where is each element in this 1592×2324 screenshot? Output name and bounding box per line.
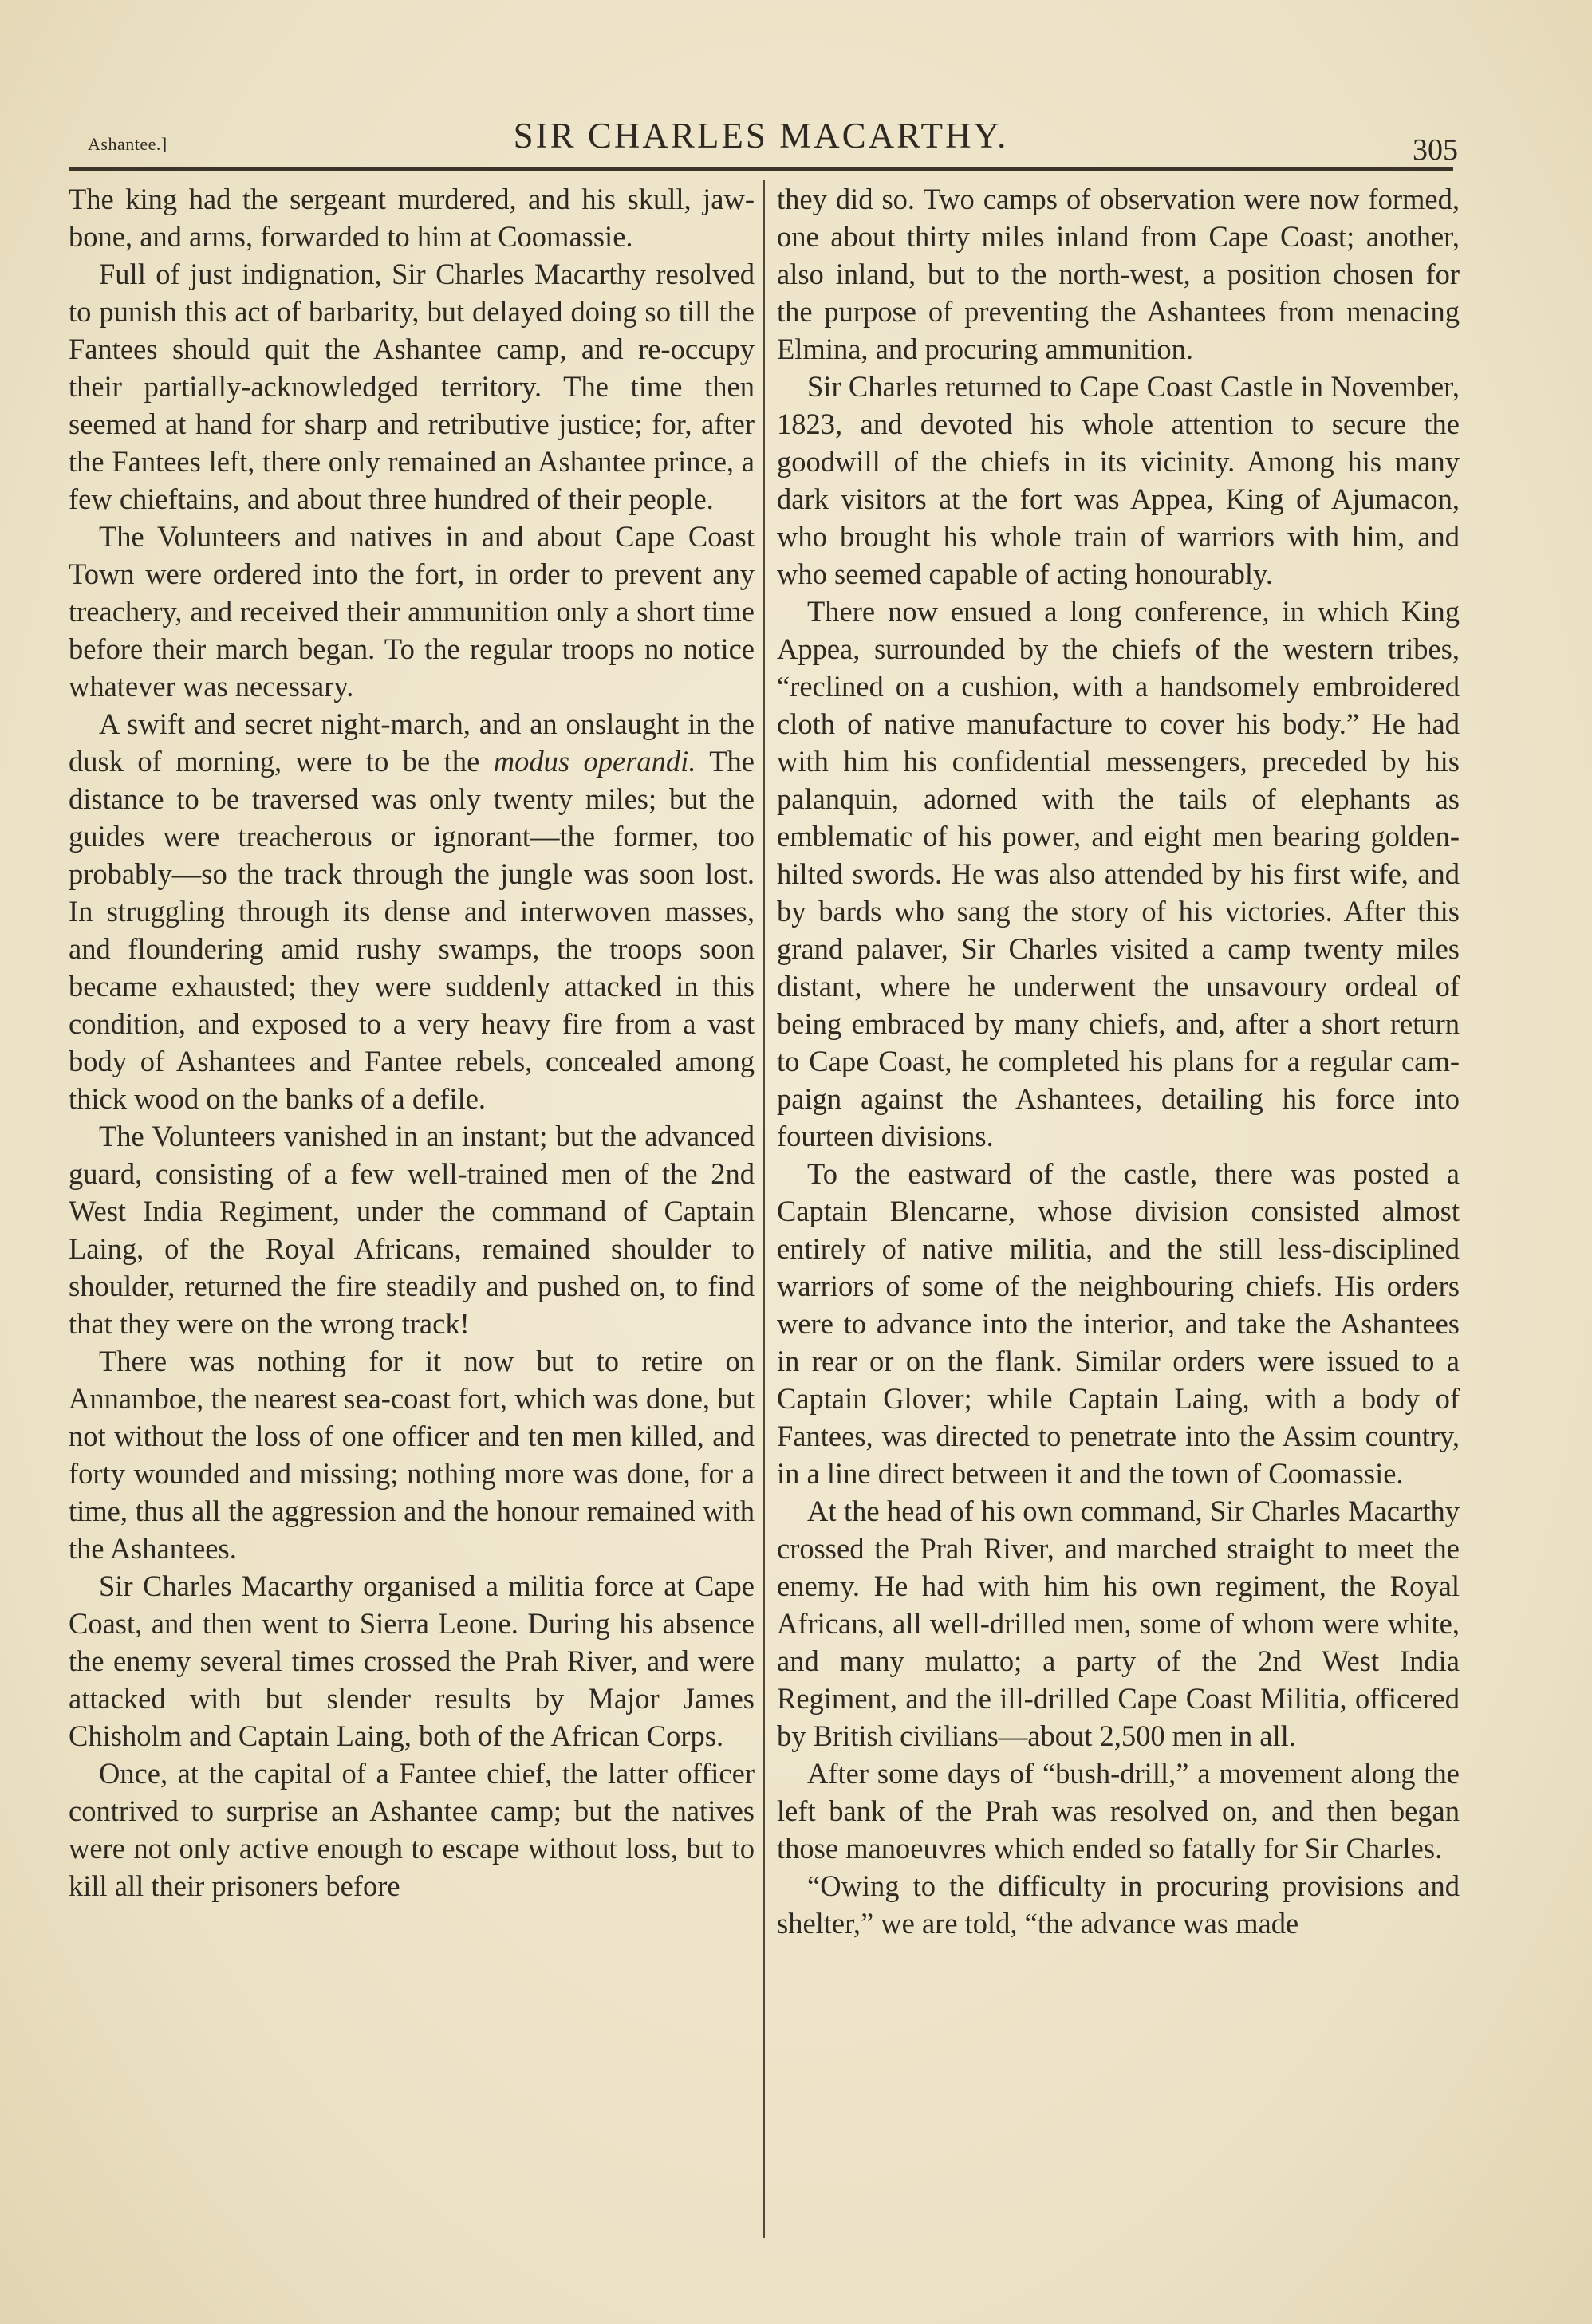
paragraph-text: The distance to be traversed was only twenty miles; but the guides were treacherous or ignorant—the former, too probably—so the track through the jungle was soon lost. In struggling through its dense and interwoven masses, and floundering amid rushy swamps, the troops soon became exhausted; they were suddenly attacked in this condition, and exposed to a very heavy fire from a vast body of Ashantees and Fantee rebels, concealed among thick wood on the banks of a defile. <box>69 745 755 1115</box>
page-header <box>69 112 1458 167</box>
header-rule <box>69 167 1453 171</box>
italic-phrase: modus operandi. <box>493 745 696 778</box>
right-column <box>777 180 1460 2254</box>
section-label: Ashantee.] <box>88 134 167 154</box>
paragraph: At the head of his own command, Sir Charles Macarthy crossed the Prah River, and marched straight to meet the enemy. He had with him his own regiment, the Royal Africans, all well-drilled men, some of whom were white, and many mulatto; a party of the 2nd West India Regiment, and the ill-drilled Cape Coast Militia, officered by British civilians—about 2,500 men in all. <box>777 1495 1460 1752</box>
paragraph: Once, at the capital of a Fantee chief, the latter officer contrived to surprise an Ashantee camp; but the natives were not only active enough to escape without loss, but to kill all their prisoners before <box>69 1757 755 1902</box>
paragraph <box>69 705 755 1117</box>
page-number: 305 <box>1413 133 1458 167</box>
paragraph: they did so. Two camps of observation were now formed, one about thirty miles inland from Cape Coast; another, also inland, but to the north-west, a position chosen for the purpose of preventing the Ashantees from menacing Elmina, and procuring ammunition. <box>777 183 1460 365</box>
paragraph: The king had the sergeant murdered, and his skull, jaw-bone, and arms, forwarded to him at Coomassie. <box>69 183 755 253</box>
left-column <box>69 180 755 2254</box>
paragraph: Full of just indignation, Sir Charles Macarthy resolved to punish this act of barbarity, but delayed doing so till the Fantees should quit the Ashantee camp, and re-occupy their partially-acknowledged territory. The time then seemed at hand for sharp and retributive justice; for, after the Fantees left, there only remained an Ashantee prince, a few chieftains, and about three hundred of their people. <box>69 258 755 515</box>
paragraph: Sir Charles Macarthy organised a militia force at Cape Coast, and then went to Sierra Leone. During his absence the enemy several times crossed the Prah River, and were attacked with but slender results by Major James Chisholm and Captain Laing, both of the African Corps. <box>69 1570 755 1752</box>
paragraph: The Volunteers and natives in and about Cape Coast Town were ordered into the fort, in order to prevent any treachery, and received their ammunition only a short time before their march began. To the regular troops no notice whatever was necessary. <box>69 520 755 703</box>
paragraph-text: A swift and secret night-march, and an onslaught in the dusk of morning, were to be the <box>69 707 755 778</box>
paragraph: The Volunteers vanished in an instant; but the advanced guard, consisting of a few well-trained men of the 2nd West India Regiment, under the command of Captain Laing, of the Royal Africans, remained shoulder to shoulder, returned the fire steadily and pushed on, to find that they were on the wrong track! <box>69 1120 755 1340</box>
paragraph: After some days of “bush-drill,” a movement along the left bank of the Prah was resolved on, and then began those manoeuvres which ended so fatally for Sir Charles. <box>777 1757 1460 1865</box>
running-title: SIR CHARLES MACARTHY. <box>513 116 1009 156</box>
paragraph: “Owing to the difficulty in procuring provisions and shelter,” we are told, “the advance was made <box>777 1869 1460 1940</box>
column-divider <box>763 180 765 2238</box>
paragraph: Sir Charles returned to Cape Coast Castle in November, 1823, and devoted his whole attention to secure the goodwill of the chiefs in its vicinity. Among his many dark visitors at the fort was Appea, King of Ajumacon, who brought his whole train of warriors with him, and who seemed capable of acting honourably. <box>777 370 1460 590</box>
paragraph: There was nothing for it now but to retire on Annamboe, the nearest sea-coast fort, which was done, but not without the loss of one officer and ten men killed, and forty wounded and missing; nothing more was done, for a time, thus all the aggression and the honour remained with the Ashantees. <box>69 1345 755 1565</box>
paragraph: There now ensued a long conference, in which King Appea, surrounded by the chiefs of the western tribes, “reclined on a cushion, with a handsomely embroidered cloth of native manufacture to cover his body.” He had with him his confidential messengers, preceded by his palanquin, adorned with the tails of elephants as emblematic of his power, and eight men bearing golden-hilted swords. He was also attended by his first wife, and by bards who sang the story of his victories. After this grand palaver, Sir Charles visited a camp twenty miles distant, where he underwent the unsavoury ordeal of being embraced by many chiefs, and, after a short return to Cape Coast, he completed his plans for a regular campaign against the Ashantees, detailing his force into fourteen divisions. <box>777 595 1460 1152</box>
paragraph: To the eastward of the castle, there was posted a Captain Blencarne, whose division consisted almost entirely of native militia, and the still less-disciplined warriors of some of the neighbouring chiefs. His orders were to advance into the interior, and take the Ashantees in rear or on the flank. Similar orders were issued to a Captain Glover; while Captain Laing, with a body of Fantees, was directed to penetrate into the Assim country, in a line direct between it and the town of Coomassie. <box>777 1157 1460 1490</box>
